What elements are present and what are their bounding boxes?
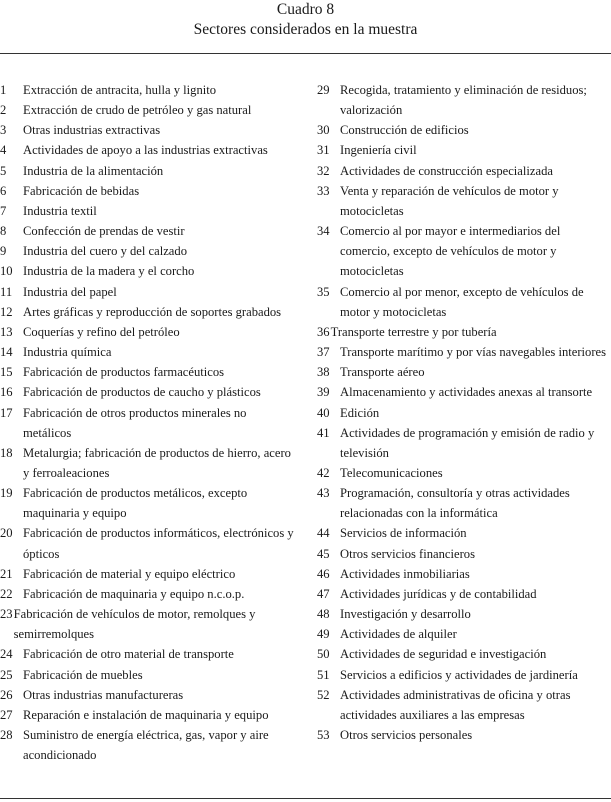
sector-item — [317, 564, 611, 584]
sector-item — [317, 221, 611, 281]
sector-number: 49 — [317, 627, 330, 642]
sector-number: 15 — [0, 365, 13, 380]
sector-number: 2 — [0, 103, 7, 118]
sector-number: 6 — [0, 183, 7, 198]
sector-number: 16 — [0, 385, 13, 400]
sector-item — [0, 161, 296, 181]
sector-name: Actividades administrativas de oficina y otras actividades auxiliares a las empresas — [340, 687, 571, 722]
sector-number: 22 — [0, 586, 13, 601]
sector-name: Industria del cuero y del calzado — [23, 244, 187, 259]
sector-name: Comercio al por mayor e intermediarios del comercio, excepto de vehículos de motor y motocicletas — [340, 224, 561, 279]
sector-name: Ingeniería civil — [340, 143, 417, 158]
sector-item — [0, 665, 296, 685]
sector-number: 24 — [0, 647, 13, 662]
sector-number: 14 — [0, 345, 13, 360]
bottom-rule — [0, 798, 611, 799]
sector-item — [0, 221, 296, 241]
sector-number: 52 — [317, 687, 330, 702]
sector-item — [317, 523, 611, 543]
sector-number: 38 — [317, 365, 330, 380]
sector-number: 5 — [0, 163, 7, 178]
sector-number: 17 — [0, 405, 13, 420]
sector-item — [0, 483, 296, 523]
sector-number: 39 — [317, 385, 330, 400]
sector-name: Extracción de crudo de petróleo y gas natural — [23, 103, 252, 118]
sector-number: 41 — [317, 425, 330, 440]
sector-name: Fabricación de productos de caucho y plásticos — [23, 385, 261, 400]
sector-name: Venta y reparación de vehículos de motor y motocicletas — [340, 183, 559, 218]
sector-item — [0, 584, 296, 604]
sector-number: 36 — [317, 324, 330, 339]
sector-number: 19 — [0, 486, 13, 501]
sector-item — [317, 403, 611, 423]
sector-item — [0, 302, 296, 322]
sector-item — [317, 604, 611, 624]
sector-name: Recogida, tratamiento y eliminación de residuos; valorización — [340, 83, 587, 118]
sector-item — [317, 282, 611, 322]
table-caption — [0, 0, 611, 40]
sector-item — [0, 362, 296, 382]
sector-name: Construcción de edificios — [340, 123, 469, 138]
sector-number: 45 — [317, 546, 330, 561]
sector-number: 40 — [317, 405, 330, 420]
sector-name: Actividades de programación y emisión de radio y televisión — [340, 425, 595, 460]
sector-name: Otras industrias manufactureras — [23, 687, 184, 702]
sector-name: Fabricación de productos metálicos, excepto maquinaria y equipo — [23, 486, 248, 521]
sector-name: Confección de prendas de vestir — [23, 224, 185, 239]
sector-name: Industria de la madera y el corcho — [23, 264, 195, 279]
sector-number: 12 — [0, 304, 13, 319]
sector-item — [317, 80, 611, 120]
sector-item — [317, 644, 611, 664]
sector-name: Fabricación de productos farmacéuticos — [23, 365, 225, 380]
sector-item — [317, 382, 611, 402]
sector-number: 53 — [317, 728, 330, 742]
sector-number: 31 — [317, 143, 330, 158]
sector-item — [317, 544, 611, 564]
sector-name: Artes gráficas y reproducción de soportes grabados — [23, 304, 282, 319]
sector-number: 9 — [0, 244, 7, 259]
sector-item — [317, 322, 611, 342]
sector-number: 4 — [0, 143, 7, 158]
sector-number: 21 — [0, 566, 13, 581]
sector-item — [317, 120, 611, 140]
sector-number: 10 — [0, 264, 13, 279]
sector-item — [0, 241, 296, 261]
sector-number: 26 — [0, 687, 13, 702]
sector-item — [0, 685, 296, 705]
sector-item — [0, 443, 296, 483]
sector-item — [0, 181, 296, 201]
sector-name: Otros servicios personales — [340, 728, 473, 742]
sector-item — [0, 382, 296, 402]
sector-name: Industria de la alimentación — [23, 163, 164, 178]
sector-name: Servicios de información — [340, 526, 467, 541]
sector-number: 48 — [317, 607, 330, 622]
sector-item — [317, 161, 611, 181]
sector-item — [0, 261, 296, 281]
sector-item — [317, 342, 611, 362]
sector-name: Fabricación de otro material de transporte — [23, 647, 234, 662]
sector-item — [0, 725, 296, 765]
sector-name: Actividades inmobiliarias — [340, 566, 470, 581]
sector-name: Fabricación de bebidas — [23, 183, 140, 198]
sector-item — [317, 181, 611, 221]
sector-number: 8 — [0, 224, 7, 239]
sector-item — [0, 282, 296, 302]
sector-name: Fabricación de vehículos de motor, remolques y semirremolques — [13, 607, 256, 642]
sector-item — [0, 604, 296, 644]
sector-item — [0, 705, 296, 725]
sector-item — [0, 644, 296, 664]
table-title: Cuadro 8 — [276, 1, 335, 18]
sector-name: Programación, consultoría y otras actividades relacionadas con la informática — [340, 486, 570, 521]
sector-item — [317, 423, 611, 463]
sector-name: Reparación e instalación de maquinaria y equipo — [23, 707, 269, 722]
sector-name: Industria química — [23, 345, 112, 360]
sector-name: Fabricación de muebles — [23, 667, 143, 682]
sector-item — [317, 483, 611, 523]
table-subtitle: Sectores considerados en la muestra — [193, 21, 418, 38]
sector-name: Coquerías y refino del petróleo — [23, 324, 180, 339]
sector-item — [317, 584, 611, 604]
sector-number: 50 — [317, 647, 330, 662]
sector-number: 32 — [317, 163, 330, 178]
sector-number: 29 — [317, 83, 330, 97]
sector-item — [0, 120, 296, 140]
sector-name: Actividades de alquiler — [340, 627, 457, 642]
sector-number: 44 — [317, 526, 330, 541]
sector-name: Investigación y desarrollo — [340, 607, 471, 622]
sector-name: Industria textil — [23, 203, 97, 218]
sector-item — [0, 564, 296, 584]
sector-name: Fabricación de otros productos minerales no metálicos — [23, 405, 247, 440]
sector-number: 34 — [317, 224, 330, 239]
sector-number: 13 — [0, 324, 13, 339]
sector-name: Actividades de construcción especializada — [340, 163, 553, 178]
sector-name: Transporte marítimo y por vías navegables interiores — [340, 345, 607, 360]
sector-item — [0, 201, 296, 221]
sector-name: Fabricación de productos informáticos, electrónicos y ópticos — [23, 526, 294, 561]
sector-number: 42 — [317, 465, 330, 480]
sector-name: Actividades de seguridad e investigación — [340, 647, 547, 662]
sector-name: Servicios a edificios y actividades de jardinería — [340, 667, 578, 682]
sector-name: Suministro de energía eléctrica, gas, vapor y aire acondicionado — [23, 728, 269, 763]
sector-number: 3 — [0, 123, 7, 138]
sector-name: Transporte terrestre y por tubería — [330, 324, 497, 339]
sector-number: 11 — [0, 284, 13, 299]
sector-number: 18 — [0, 445, 13, 460]
sector-name: Transporte aéreo — [340, 365, 425, 380]
sector-item — [0, 403, 296, 443]
sector-item — [317, 725, 611, 745]
sector-number: 20 — [0, 526, 13, 541]
sector-number: 23 — [0, 607, 13, 622]
sector-number: 46 — [317, 566, 330, 581]
sector-name: Comercio al por menor, excepto de vehículos de motor y motocicletas — [340, 284, 584, 319]
top-rule — [0, 53, 611, 54]
sector-number: 47 — [317, 586, 330, 601]
sector-item — [0, 80, 296, 100]
sector-number: 43 — [317, 486, 330, 501]
sector-name: Edición — [340, 405, 380, 420]
sector-number: 1 — [0, 83, 7, 97]
sector-name: Actividades jurídicas y de contabilidad — [340, 586, 537, 601]
sector-item — [317, 140, 611, 160]
sector-number: 7 — [0, 203, 7, 218]
sector-name: Otros servicios financieros — [340, 546, 475, 561]
sector-list-left — [0, 80, 296, 765]
sector-number: 28 — [0, 728, 13, 742]
sector-name: Metalurgia; fabricación de productos de hierro, acero y ferroaleaciones — [23, 445, 291, 480]
sector-item — [317, 624, 611, 644]
sector-item — [317, 362, 611, 382]
sector-item — [0, 342, 296, 362]
sector-item — [317, 685, 611, 725]
sector-name: Fabricación de maquinaria y equipo n.c.o.p. — [23, 586, 245, 601]
sector-number: 30 — [317, 123, 330, 138]
sector-number: 37 — [317, 345, 330, 360]
sector-name: Telecomunicaciones — [340, 465, 443, 480]
sector-item — [0, 322, 296, 342]
sector-name: Actividades de apoyo a las industrias extractivas — [23, 143, 268, 158]
sector-number: 51 — [317, 667, 330, 682]
sector-number: 33 — [317, 183, 330, 198]
sector-list-right — [317, 80, 611, 745]
sector-name: Fabricación de material y equipo eléctrico — [23, 566, 236, 581]
sector-item — [0, 100, 296, 120]
sector-number: 25 — [0, 667, 13, 682]
sector-item — [0, 523, 296, 563]
sector-name: Industria del papel — [23, 284, 117, 299]
sector-item — [0, 140, 296, 160]
sector-name: Extracción de antracita, hulla y lignito — [23, 83, 217, 97]
sector-name: Almacenamiento y actividades anexas al transorte — [340, 385, 593, 400]
sector-item — [317, 463, 611, 483]
sector-name: Otras industrias extractivas — [23, 123, 161, 138]
sector-number: 27 — [0, 707, 13, 722]
sector-number: 35 — [317, 284, 330, 299]
sector-item — [317, 665, 611, 685]
